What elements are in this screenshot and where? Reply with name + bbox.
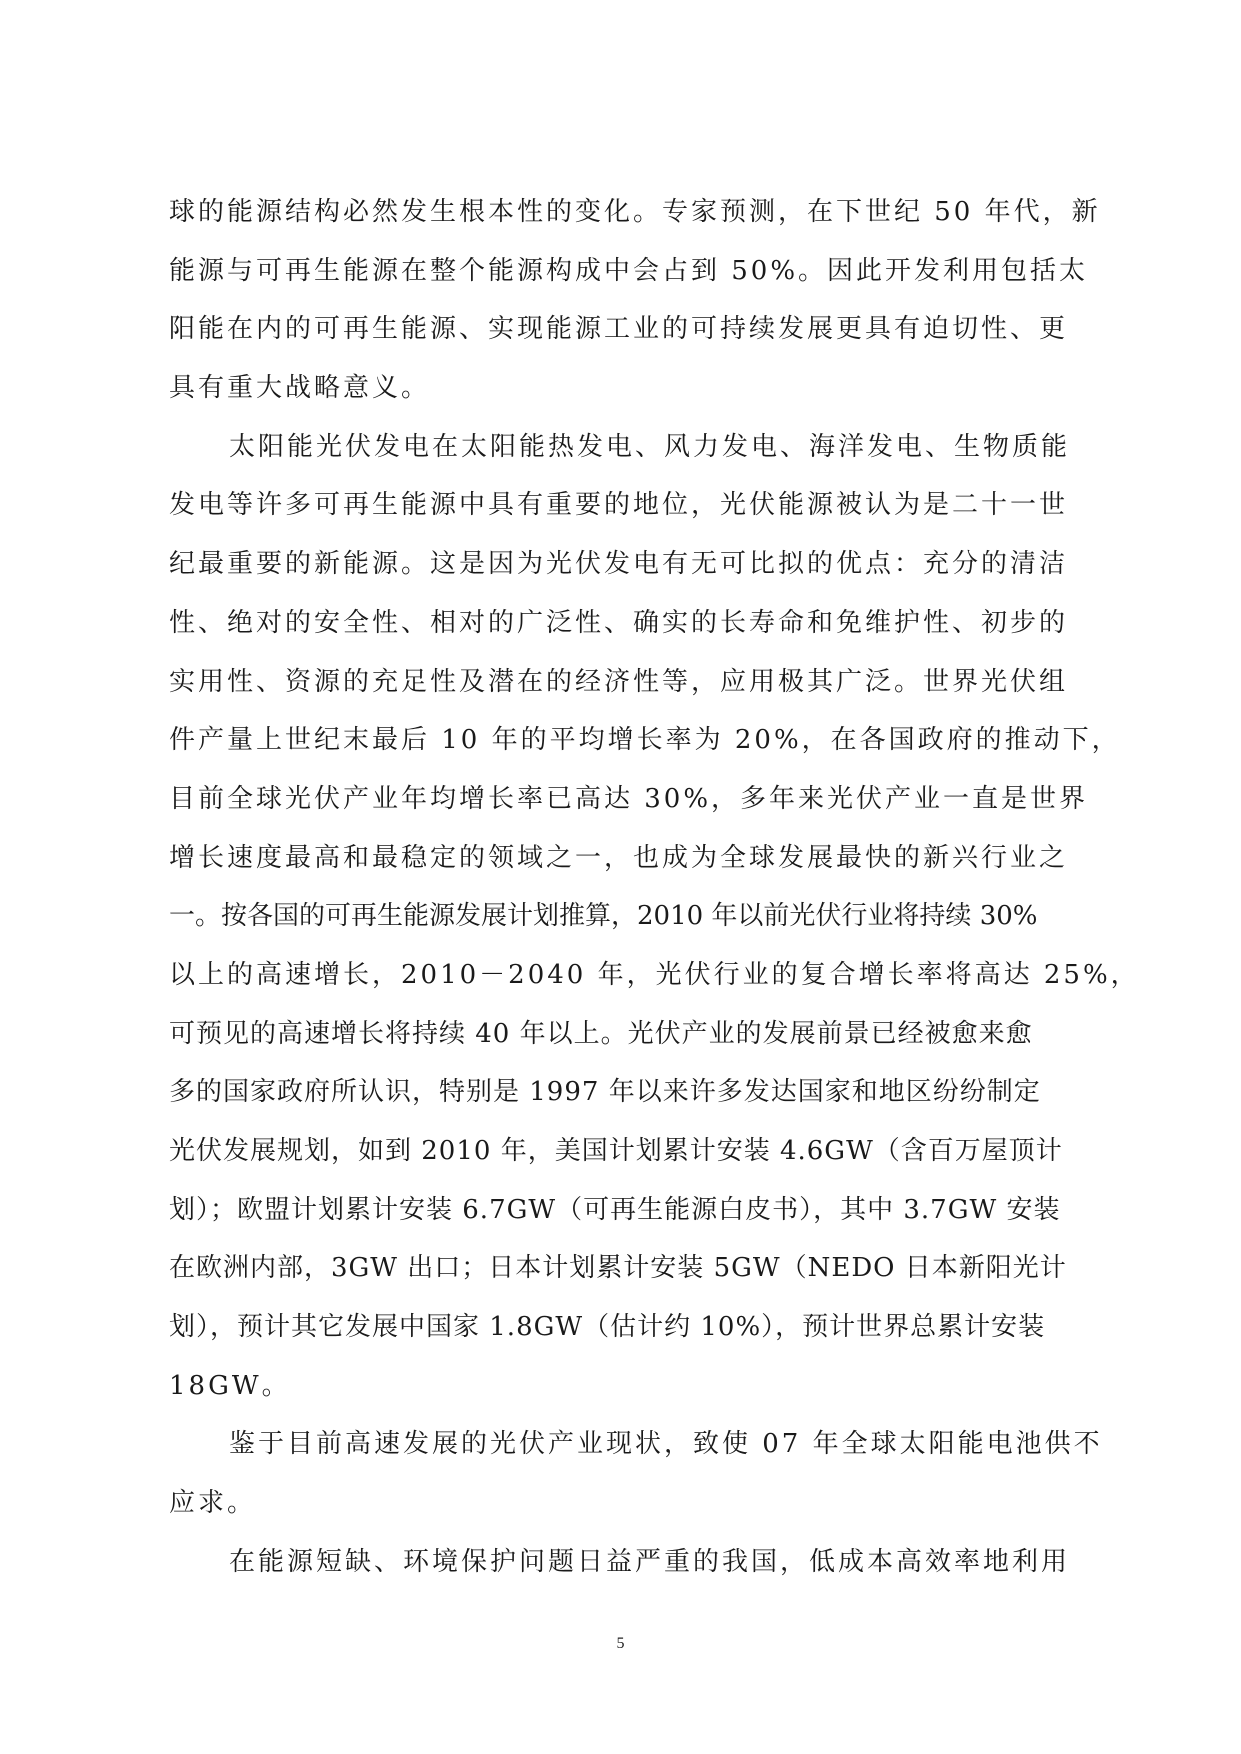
- text-line: 件产量上世纪末最后 10 年的平均增长率为 20%，在各国政府的推动下，: [169, 725, 1121, 756]
- text-line: 以上的高速增长，2010－2040 年，光伏行业的复合增长率将高达 25%，: [169, 959, 1140, 990]
- text-line: 多的国家政府所认识，特别是 1997 年以来许多发达国家和地区纷纷制定: [169, 1077, 1041, 1108]
- text-line: 增长速度最高和最稳定的领域之一，也成为全球发展最快的新兴行业之: [169, 842, 1069, 873]
- paragraph-start-line: 太阳能光伏发电在太阳能热发电、风力发电、海洋发电、生物质能: [229, 431, 1071, 462]
- text-line: 目前全球光伏产业年均增长率已高达 30%，多年来光伏产业一直是世界: [169, 783, 1089, 814]
- text-line: 光伏发展规划，如到 2010 年，美国计划累计安装 4.6GW（含百万屋顶计: [169, 1136, 1063, 1166]
- text-line: 阳能在内的可再生能源、实现能源工业的可持续发展更具有迫切性、更: [169, 314, 1069, 345]
- text-line: 在欧洲内部，3GW 出口；日本计划累计安装 5GW（NEDO 日本新阳光计: [169, 1253, 1067, 1284]
- paragraph-start-line: 在能源短缺、环境保护问题日益严重的我国，低成本高效率地利用: [229, 1546, 1071, 1577]
- page-number: 5: [616, 1635, 625, 1652]
- text-line: 球的能源结构必然发生根本性的变化。专家预测，在下世纪 50 年代，新: [169, 197, 1101, 227]
- text-line: 具有重大战略意义。: [169, 373, 431, 404]
- text-line: 划），预计其它发展中国家 1.8GW（估计约 10%），预计世界总累计安装: [169, 1312, 1046, 1343]
- text-line: 应求。: [169, 1488, 257, 1519]
- body-text: [169, 183, 1140, 1592]
- text-line: 可预见的高速增长将持续 40 年以上。光伏产业的发展前景已经被愈来愈: [169, 1018, 1033, 1049]
- text-line: 能源与可再生能源在整个能源构成中会占到 50%。因此开发利用包括太: [169, 255, 1089, 286]
- paragraph-start-line: 鉴于目前高速发展的光伏产业现状，致使 07 年全球太阳能电池供不: [229, 1429, 1103, 1460]
- text-line: 一。按各国的可再生能源发展计划推算，2010 年以前光伏行业将持续 30%: [169, 901, 1038, 932]
- text-line: 性、绝对的安全性、相对的广泛性、确实的长寿命和免维护性、初步的: [169, 607, 1069, 638]
- text-line: 实用性、资源的充足性及潜在的经济性等，应用极其广泛。世界光伏组: [169, 666, 1069, 697]
- text-line: 划）；欧盟计划累计安装 6.7GW（可再生能源白皮书），其中 3.7GW 安装: [169, 1194, 1061, 1225]
- text-line: 18GW。: [169, 1370, 291, 1401]
- text-line: 纪最重要的新能源。这是因为光伏发电有无可比拟的优点：充分的清洁: [169, 549, 1069, 580]
- text-line: 发电等许多可再生能源中具有重要的地位，光伏能源被认为是二十一世: [169, 490, 1069, 521]
